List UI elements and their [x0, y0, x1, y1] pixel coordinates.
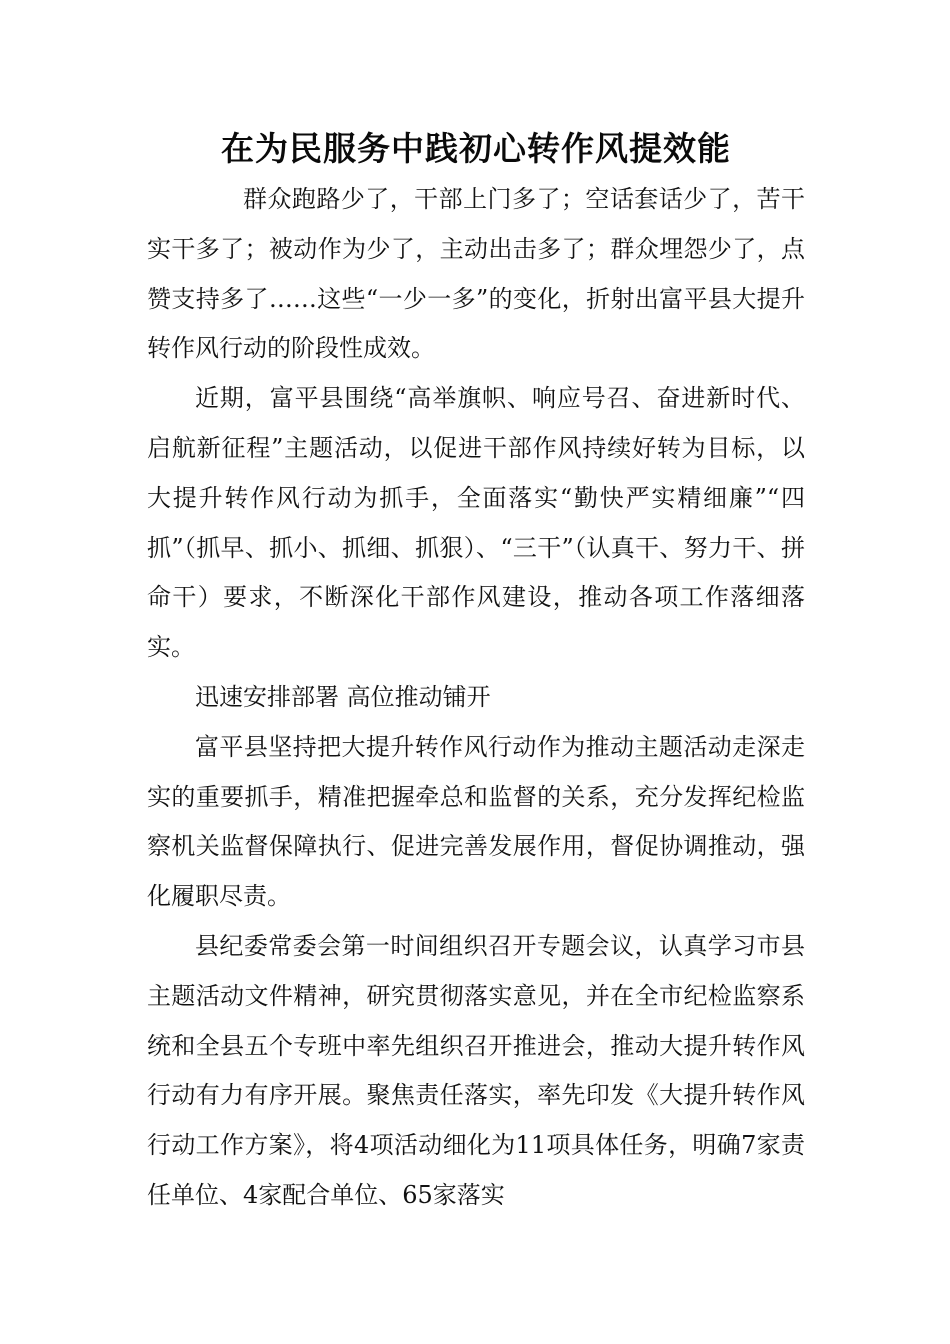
- paragraph-approach: 富平县坚持把大提升转作风行动作为推动主题活动走深走实的重要抓手，精准把握牵总和监督的关系，充分发挥纪检监察机关监督保障执行、促进完善发展作用，督促协调推动，强化履职尽责。: [147, 732, 805, 911]
- document-page: [147, 126, 805, 1221]
- paragraph-background: 近期，富平县围绕“高举旗帜、响应号召、奋进新时代、启航新征程”主题活动，以促进干部作风持续好转为目标，以大提升转作风行动为抓手，全面落实“勤快严实精细廉”“四抓”（抓早、抓小、抓细、抓狠）、“三干”（认真干、努力干、拼命干）要求，不断深化干部作风建设，推动各项工作落细落实。: [147, 384, 805, 662]
- section-heading: 迅速安排部署 高位推动铺开: [195, 682, 491, 711]
- document-title: 在为民服务中践初心转作风提效能: [221, 129, 731, 168]
- paragraph-intro: 群众跑路少了，干部上门多了；空话套话少了，苦干实干多了；被动作为少了，主动出击多了；群众埋怨少了，点赞支持多了……这些“一少一多”的变化，折射出富平县大提升转作风行动的阶段性成效。: [147, 185, 805, 363]
- paragraph-measures: 县纪委常委会第一时间组织召开专题会议，认真学习市县主题活动文件精神，研究贯彻落实意见，并在全市纪检监察系统和全县五个专班中率先组织召开推进会，推动大提升转作风行动有力有序开展。聚焦责任落实，率先印发《大提升转作风行动工作方案》，将4项活动细化为11项具体任务，明确7家责任单位、4家配合单位、65家落实: [147, 931, 805, 1209]
